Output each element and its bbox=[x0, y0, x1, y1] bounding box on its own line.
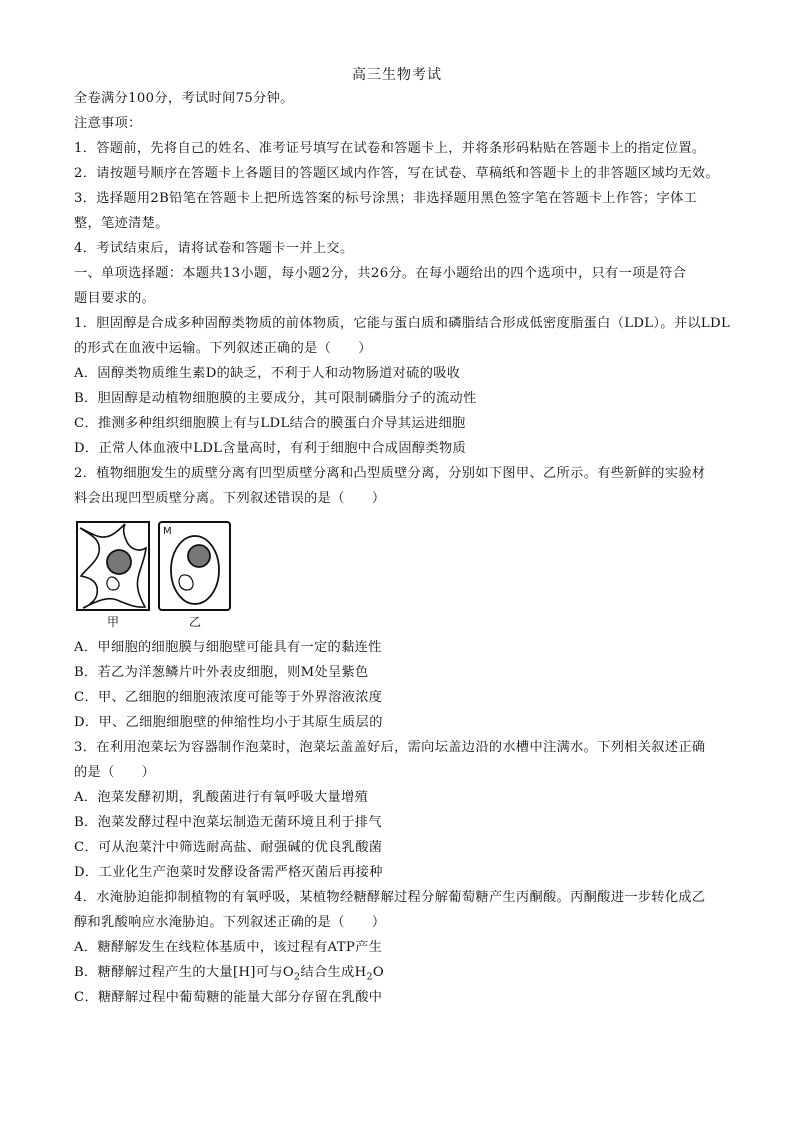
notice-item: 4．考试结束后，请将试卷和答题卡一并上交。 bbox=[74, 241, 354, 256]
notice-item: 1．答题前，先将自己的姓名、准考证号填写在试卷和答题卡上，并将条形码粘贴在答题卡上的指定位置。 bbox=[74, 141, 706, 156]
exam-intro: 全卷满分100分，考试时间75分钟。 bbox=[74, 91, 294, 106]
q4-option-b-text: O bbox=[372, 965, 385, 980]
q1-option-a: A．固醇类物质维生素D的缺乏，不利于人和动物肠道对硫的吸收 bbox=[74, 366, 461, 381]
q4-option-b-text: 结合生成H bbox=[300, 965, 367, 980]
q1-option-c: C．推测多种组织细胞膜上有与LDL结合的膜蛋白介导其运进细胞 bbox=[74, 416, 466, 431]
notice-item: 3．选择题用2B铅笔在答题卡上把所选答案的标号涂黑；非选择题用黑色签字笔在答题卡上作答；字体工 bbox=[74, 191, 698, 206]
q1-option-d: D．正常人体血液中LDL含量高时，有利于细胞中合成固醇类物质 bbox=[74, 441, 467, 456]
q4-option-a: A．糖酵解发生在线粒体基质中，该过程有ATP产生 bbox=[74, 940, 383, 955]
q2-stem: 料会出现凹型质壁分离。下列叙述错误的是（ ） bbox=[74, 491, 386, 506]
section-heading: 题目要求的。 bbox=[74, 291, 156, 306]
section-heading: 一、单项选择题：本题共13小题，每小题2分，共26分。在每小题给出的四个选项中，只有一项是符合 bbox=[74, 266, 687, 281]
q2-option-d: D．甲、乙细胞细胞壁的伸缩性均小于其原生质层的 bbox=[74, 715, 383, 730]
q4-option-b-subscript: 2 bbox=[294, 971, 301, 983]
q3-stem: 的是（ ） bbox=[74, 765, 156, 780]
q3-option-d: D．工业化生产泡菜时发酵设备需严格灭菌后再接种 bbox=[74, 865, 383, 880]
q4-stem: 醇和乳酸响应水淹胁迫。下列叙述正确的是（ ） bbox=[74, 915, 386, 930]
figure-label-right: 乙 bbox=[189, 615, 202, 629]
cell-concave-diagram bbox=[77, 522, 149, 610]
q3-option-a: A．泡菜发酵初期，乳酸菌进行有氧呼吸大量增殖 bbox=[74, 790, 369, 805]
q4-stem: 4．水淹胁迫能抑制植物的有氧呼吸，某植物经糖酵解过程分解葡萄糖产生丙酮酸。丙酮酸进一步转化成乙 bbox=[74, 890, 706, 905]
q2-stem: 2．植物细胞发生的质壁分离有凹型质壁分离和凸型质壁分离，分别如下图甲、乙所示。有些新鲜的实验材 bbox=[74, 466, 706, 481]
notice-item: 2．请按题号顺序在答题卡上各题目的答题区域内作答，写在试卷、草稿纸和答题卡上的非答题区域均无效。 bbox=[74, 166, 719, 181]
q3-option-c: C．可从泡菜汁中筛选耐高盐、耐强碱的优良乳酸菌 bbox=[74, 840, 383, 855]
q1-stem: 的形式在血液中运输。下列叙述正确的是（ ） bbox=[74, 341, 372, 356]
q2-option-c: C．甲、乙细胞的细胞液浓度可能等于外界溶液浓度 bbox=[74, 690, 383, 705]
q4-option-b bbox=[74, 965, 734, 986]
q3-stem: 3．在利用泡菜坛为容器制作泡菜时，泡菜坛盖盖好后，需向坛盖边沿的水槽中注满水。下列相关叙述正确 bbox=[74, 740, 706, 755]
q4-option-b-text: B．糖酵解过程产生的大量[H]可与O bbox=[74, 965, 295, 980]
q1-option-b: B．胆固醇是动植物细胞膜的主要成分，其可限制磷脂分子的流动性 bbox=[74, 391, 477, 406]
q2-option-a: A．甲细胞的细胞膜与细胞壁可能具有一定的黏连性 bbox=[74, 640, 382, 655]
q4-option-b-subscript: 2 bbox=[366, 971, 373, 983]
q1-stem: 1．胆固醇是合成多种固醇类物质的前体物质，它能与蛋白质和磷脂结合形成低密度脂蛋白（LDL）。并以LDL bbox=[74, 316, 731, 331]
notice-heading: 注意事项： bbox=[74, 116, 142, 131]
q4-option-c: C．糖酵解过程中葡萄糖的能量大部分存留在乳酸中 bbox=[74, 990, 383, 1005]
figure-label-m: M bbox=[163, 526, 172, 537]
exam-title: 高三生物考试 bbox=[352, 67, 442, 83]
plasmolysis-figure bbox=[73, 518, 235, 630]
q3-option-b: B．泡菜发酵过程中泡菜坛制造无菌环境且利于排气 bbox=[74, 815, 382, 830]
q2-option-b: B．若乙为洋葱鳞片叶外表皮细胞，则M处呈紫色 bbox=[74, 665, 369, 680]
notice-item: 整，笔迹清楚。 bbox=[74, 216, 169, 231]
figure-label-left: 甲 bbox=[107, 615, 120, 629]
